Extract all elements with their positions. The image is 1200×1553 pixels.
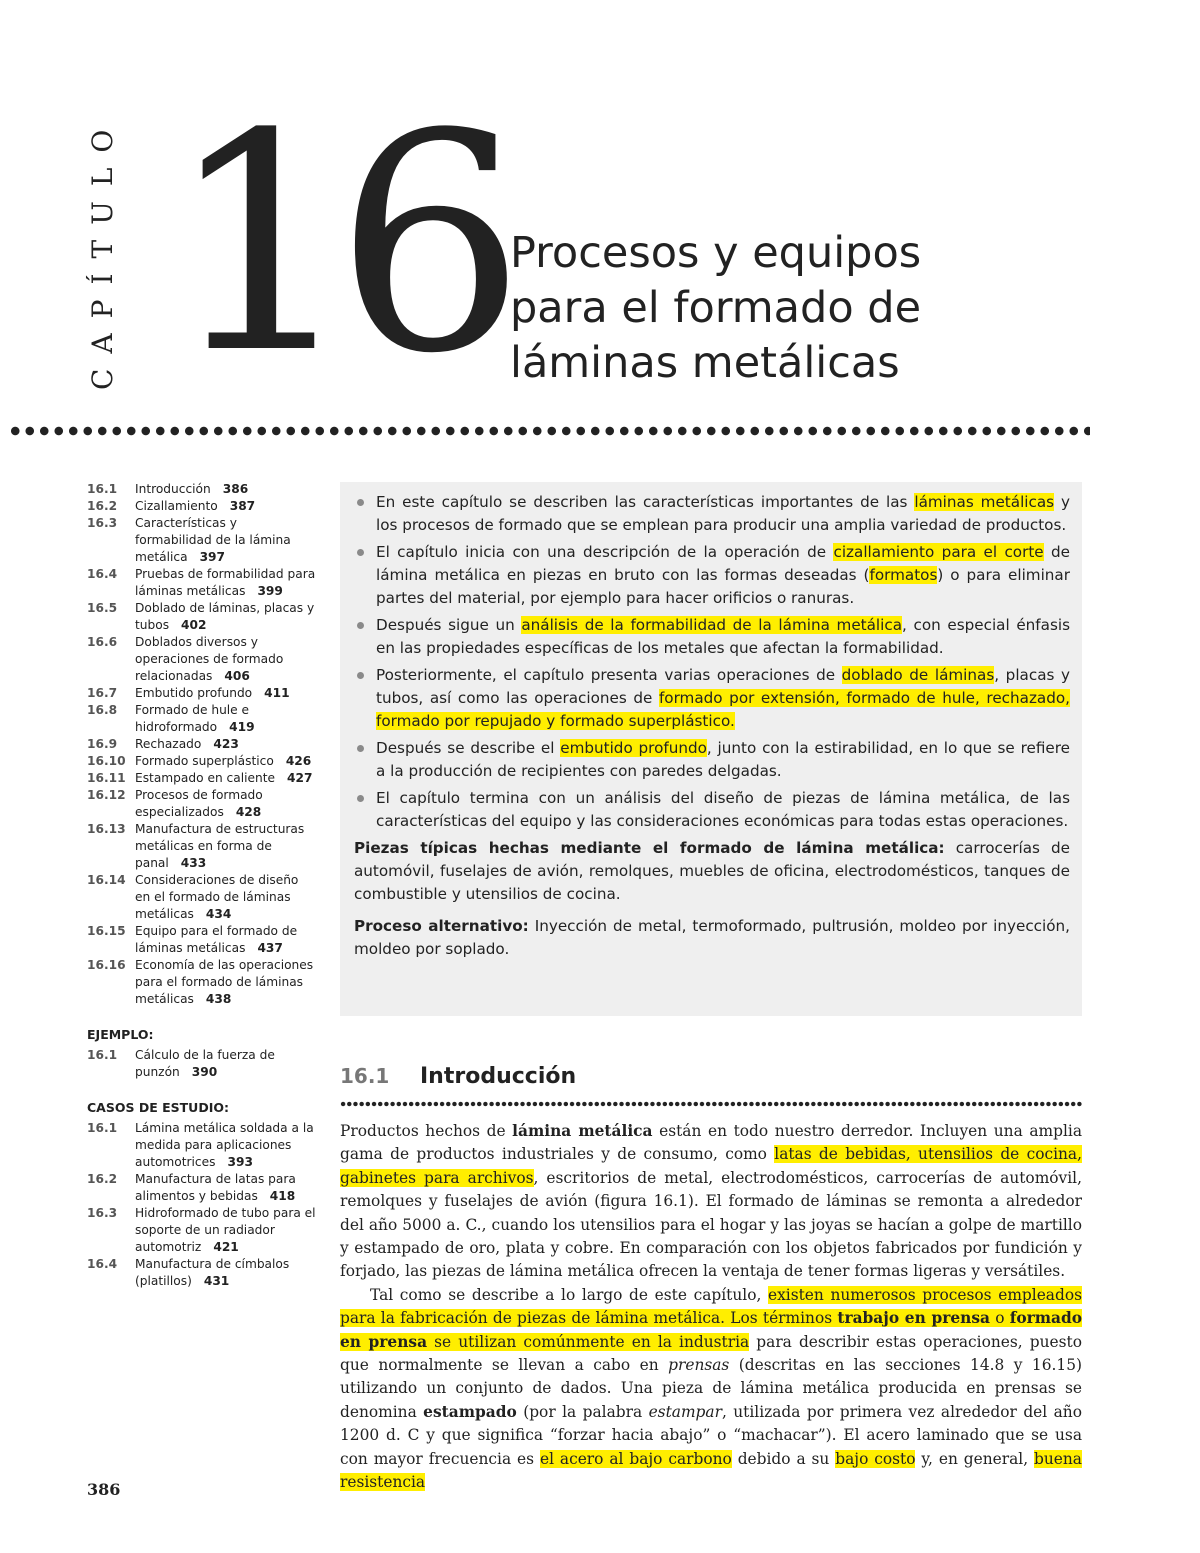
toc-entry bbox=[87, 872, 317, 923]
toc-entry-number: 16.1 bbox=[87, 1048, 118, 1062]
toc-entry-title: Rechazado 423 bbox=[135, 737, 239, 751]
chapter-title bbox=[510, 226, 921, 391]
section-number: 16.1 bbox=[340, 1064, 390, 1088]
toc-entry-page: 418 bbox=[269, 1189, 296, 1203]
toc-entry-title: Introducción 386 bbox=[135, 482, 249, 496]
section-dotted-rule bbox=[340, 1101, 1082, 1107]
chapter-label-vertical bbox=[86, 114, 126, 390]
toc-entry-page: 406 bbox=[224, 669, 250, 683]
page-number: 386 bbox=[87, 1480, 121, 1499]
toc-entry-number: 16.2 bbox=[87, 499, 118, 513]
chapter-label: CAPÍTULO bbox=[86, 114, 119, 390]
example-list bbox=[87, 1047, 317, 1081]
toc-entry-title: Equipo para el formado de láminas metálicas 437 bbox=[135, 924, 298, 955]
toc-entry-title: Características y formabilidad de la lámina metálica 397 bbox=[135, 516, 291, 564]
section-body bbox=[340, 1120, 1082, 1495]
toc-entry-number: 16.5 bbox=[87, 601, 118, 615]
toc-entry-title: Consideraciones de diseño en el formado de láminas metálicas 434 bbox=[135, 873, 299, 921]
alternative-process-paragraph: Proceso alternativo: Inyección de metal, termoformado, pultrusión, moldeo por inyección, moldeo por soplado. bbox=[354, 917, 1070, 958]
chapter-title-line: Procesos y equipos bbox=[510, 228, 922, 278]
toc-entry-page: 387 bbox=[229, 499, 256, 513]
toc-entry-title: Formado de hule e hidroformado 419 bbox=[135, 703, 255, 734]
toc-entry-number: 16.2 bbox=[87, 1172, 118, 1186]
toc-entry bbox=[87, 957, 317, 1008]
toc-entry bbox=[87, 770, 317, 787]
toc-entry-title: Pruebas de formabilidad para láminas metálicas 399 bbox=[135, 567, 316, 598]
toc-entry bbox=[87, 600, 317, 634]
toc-entry-number: 16.6 bbox=[87, 635, 118, 649]
toc-entry-title: Cizallamiento 387 bbox=[135, 499, 256, 513]
toc-entry bbox=[87, 634, 317, 685]
toc-list bbox=[87, 481, 317, 1008]
toc-entry bbox=[87, 736, 317, 753]
toc-entry-title: Hidroformado de tubo para el soporte de un radiador automotriz 421 bbox=[135, 1206, 316, 1254]
toc-entry-number: 16.13 bbox=[87, 822, 126, 836]
summary-bullet: Después se describe el embutido profundo, junto con la estirabilidad, en lo que se refiere a la producción de recipientes con paredes delgadas. bbox=[354, 737, 1070, 783]
toc-entry-title: Doblados diversos y operaciones de formado relacionadas 406 bbox=[135, 635, 284, 683]
toc-entry-title: Doblado de láminas, placas y tubos 402 bbox=[135, 601, 315, 632]
summary-bullet: Después sigue un análisis de la formabilidad de la lámina metálica, con especial énfasis en las propiedades específicas de los metales que afectan la formabilidad. bbox=[354, 614, 1070, 660]
summary-bullet: En este capítulo se describen las características importantes de las láminas metálicas y los procesos de formado que se emplean para producir una amplia variedad de productos. bbox=[354, 491, 1070, 537]
toc-entry bbox=[87, 481, 317, 498]
toc-entry-number: 16.3 bbox=[87, 1206, 118, 1220]
summary-bullet: El capítulo termina con un análisis del diseño de piezas de lámina metálica, de las características del equipo y las consideraciones económicas para todas estas operaciones. bbox=[354, 787, 1070, 833]
toc-entry-title: Formado superplástico 426 bbox=[135, 754, 312, 768]
toc-entry-number: 16.11 bbox=[87, 771, 126, 785]
chapter-toc bbox=[87, 481, 317, 1290]
toc-entry-page: 397 bbox=[199, 550, 226, 564]
toc-entry bbox=[87, 1120, 317, 1171]
chapter-number: 16 bbox=[166, 70, 504, 419]
example-heading: EJEMPLO: bbox=[87, 1027, 154, 1042]
toc-entry bbox=[87, 566, 317, 600]
toc-entry-number: 16.7 bbox=[87, 686, 118, 700]
toc-entry-number: 16.10 bbox=[87, 754, 126, 768]
toc-entry-page: 428 bbox=[235, 805, 262, 819]
toc-entry-number: 16.4 bbox=[87, 1257, 118, 1271]
toc-entry-page: 393 bbox=[227, 1155, 253, 1169]
toc-entry-page: 423 bbox=[213, 737, 239, 751]
toc-entry-title: Manufactura de estructuras metálicas en forma de panal 433 bbox=[135, 822, 305, 870]
toc-entry-page: 438 bbox=[205, 992, 232, 1006]
toc-entry bbox=[87, 923, 317, 957]
toc-entry-number: 16.16 bbox=[87, 958, 126, 972]
body-paragraph: Productos hechos de lámina metálica están en todo nuestro derredor. Incluyen una amplia gama de productos industriales y de consumo, como latas de bebidas, utensilios de cocina, gabinetes para archivos, escritorios de metal, electrodomésticos, carrocerías de automóvil, remolques y fuselajes de avión (figura 16.1). El formado de láminas se remonta a alrededor del año 5000 a. C., cuando los utensilios para el hogar y las joyas se hacían a golpe de martillo y estampado de oro, plata y cobre. En comparación con los objetos fabricados por fundición y forjado, las piezas de lámina metálica ofrecen la ventaja de tener formas ligeras y versátiles. bbox=[340, 1122, 1082, 1281]
section-heading bbox=[340, 1064, 1082, 1089]
toc-entry-number: 16.3 bbox=[87, 516, 118, 530]
toc-entry-page: 427 bbox=[286, 771, 313, 785]
toc-entry-page: 386 bbox=[222, 482, 249, 496]
toc-entry-page: 390 bbox=[191, 1065, 218, 1079]
toc-entry-page: 421 bbox=[213, 1240, 239, 1254]
toc-entry-number: 16.15 bbox=[87, 924, 126, 938]
toc-entry-page: 426 bbox=[285, 754, 312, 768]
section-title: Introducción bbox=[420, 1064, 577, 1089]
body-paragraph: Tal como se describe a lo largo de este capítulo, existen numerosos procesos empleados para la fabricación de piezas de lámina metálica. Los términos trabajo en prensa o formado en prensa se utilizan comúnmente en la industria para describir estas operaciones, puesto que normalmente se llevan a cabo en prensas (descritas en las secciones 14.8 y 16.15) utilizando un conjunto de dados. Una pieza de lámina metálica producida en prensas se denomina estampado (por la palabra estampar, utilizada por primera vez alrededor del año 1200 d. C y que significa “forzar hacia abajo” o “machacar”). El acero laminado que se usa con mayor frecuencia es el acero al bajo carbono debido a su bajo costo y, en general, buena resistencia bbox=[340, 1285, 1082, 1492]
toc-entry-number: 16.14 bbox=[87, 873, 126, 887]
cases-list bbox=[87, 1120, 317, 1290]
summary-bullet: El capítulo inicia con una descripción de la operación de cizallamiento para el corte de lámina metálica en piezas en bruto con las formas deseadas (formatos) o para eliminar partes del material, por ejemplo para hacer orificios o ranuras. bbox=[354, 541, 1070, 610]
toc-entry bbox=[87, 1205, 317, 1256]
chapter-summary-box bbox=[340, 482, 1082, 1016]
toc-entry-page: 434 bbox=[205, 907, 232, 921]
toc-entry bbox=[87, 498, 317, 515]
cases-heading: CASOS DE ESTUDIO: bbox=[87, 1100, 229, 1115]
chapter-title-line: láminas metálicas bbox=[510, 338, 900, 388]
typical-parts-paragraph: Piezas típicas hechas mediante el formado de lámina metálica: carrocerías de automóvil, fuselajes de avión, remolques, muebles de oficina, electrodomésticos, tanques de combustible y utensilios de cocina. bbox=[354, 839, 1070, 903]
toc-entry-number: 16.1 bbox=[87, 1121, 118, 1135]
toc-entry bbox=[87, 1171, 317, 1205]
toc-entry-page: 399 bbox=[257, 584, 283, 598]
summary-bullet: Posteriormente, el capítulo presenta varias operaciones de doblado de láminas, placas y tubos, así como las operaciones de formado por extensión, formado de hule, rechazado, formado por repujado y formado superplástico. bbox=[354, 664, 1070, 733]
toc-entry-number: 16.1 bbox=[87, 482, 118, 496]
toc-entry-number: 16.9 bbox=[87, 737, 118, 751]
toc-entry-page: 431 bbox=[203, 1274, 230, 1288]
toc-entry-number: 16.8 bbox=[87, 703, 118, 717]
toc-entry-page: 437 bbox=[257, 941, 283, 955]
toc-entry-page: 433 bbox=[180, 856, 207, 870]
toc-entry-title: Cálculo de la fuerza de punzón 390 bbox=[135, 1048, 275, 1079]
toc-entry-title: Estampado en caliente 427 bbox=[135, 771, 313, 785]
toc-entry-title: Lámina metálica soldada a la medida para aplicaciones automotrices 393 bbox=[135, 1121, 314, 1169]
toc-entry bbox=[87, 787, 317, 821]
toc-entry-page: 411 bbox=[264, 686, 290, 700]
toc-entry-title: Manufactura de latas para alimentos y bebidas 418 bbox=[135, 1172, 296, 1203]
toc-entry bbox=[87, 1047, 317, 1081]
toc-entry-title: Manufactura de címbalos (platillos) 431 bbox=[135, 1257, 290, 1288]
toc-entry bbox=[87, 685, 317, 702]
toc-entry bbox=[87, 515, 317, 566]
chapter-title-line: para el formado de bbox=[510, 283, 922, 333]
toc-entry-page: 419 bbox=[229, 720, 255, 734]
toc-entry-page: 402 bbox=[181, 618, 207, 632]
toc-entry bbox=[87, 753, 317, 770]
toc-entry bbox=[87, 821, 317, 872]
dotted-divider bbox=[8, 425, 1090, 437]
toc-entry bbox=[87, 1256, 317, 1290]
toc-entry-title: Economía de las operaciones para el formado de láminas metálicas 438 bbox=[135, 958, 314, 1006]
toc-entry-number: 16.12 bbox=[87, 788, 126, 802]
toc-entry-title: Procesos de formado especializados 428 bbox=[135, 788, 263, 819]
toc-entry bbox=[87, 702, 317, 736]
toc-entry-title: Embutido profundo 411 bbox=[135, 686, 290, 700]
toc-entry-number: 16.4 bbox=[87, 567, 118, 581]
